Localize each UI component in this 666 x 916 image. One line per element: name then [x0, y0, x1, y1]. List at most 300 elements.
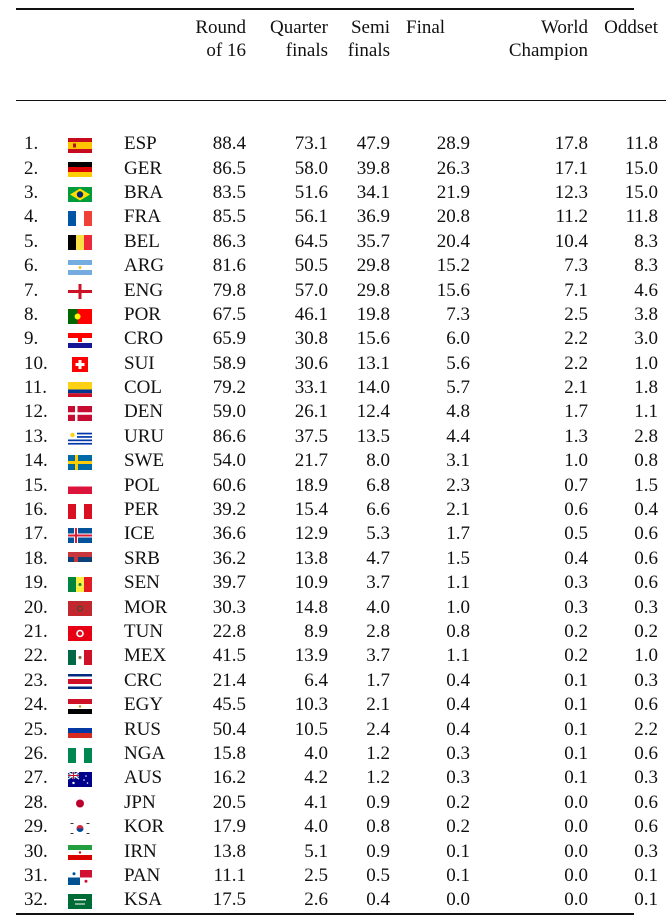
flag-cell	[70, 547, 124, 571]
round-of-16-value: 50.4	[212, 718, 246, 740]
table-row	[16, 156, 666, 180]
team-code: SUI	[124, 352, 155, 374]
flag-costa-rica-icon	[68, 672, 92, 687]
flag-cell	[70, 230, 124, 254]
round-of-16-value: 45.5	[212, 694, 246, 716]
table-row	[16, 571, 666, 595]
final-value: 6.0	[446, 328, 470, 350]
quarter-finals-value: 14.8	[294, 596, 328, 618]
round-of-16-value: 39.7	[212, 572, 246, 594]
team-code: AUS	[124, 767, 163, 789]
table-row	[16, 522, 666, 546]
world-champion-value: 0.1	[564, 694, 588, 716]
world-champion-value: 1.7	[564, 401, 588, 423]
flag-egypt-icon	[68, 697, 92, 712]
rank-cell: 14.	[24, 450, 48, 472]
oddset-value: 8.3	[634, 230, 658, 252]
world-champion-value: 17.1	[554, 157, 588, 179]
flag-cell	[70, 815, 124, 839]
rank-cell: 29.	[24, 816, 48, 838]
quarter-finals-value: 2.5	[304, 864, 328, 886]
semi-finals-value: 0.9	[366, 840, 390, 862]
quarter-finals-value: 30.6	[294, 352, 328, 374]
quarter-finals-value: 64.5	[294, 230, 328, 252]
flag-cell	[70, 864, 124, 888]
rank-cell: 10.	[24, 352, 48, 374]
flag-tunisia-icon	[68, 624, 92, 639]
world-champion-value: 0.1	[564, 742, 588, 764]
flag-cell	[70, 571, 124, 595]
flag-australia-icon	[68, 770, 92, 785]
final-value: 15.2	[436, 255, 470, 277]
oddset-value: 15.0	[624, 181, 658, 203]
team-code: SEN	[124, 572, 160, 594]
oddset-value: 1.5	[634, 474, 658, 496]
rank-cell: 21.	[24, 621, 48, 642]
flag-germany-icon	[68, 160, 92, 175]
flag-cell	[70, 425, 124, 449]
final-value: 0.0	[446, 889, 470, 911]
oddset-value: 15.0	[624, 157, 658, 179]
final-value: 1.7	[446, 523, 470, 545]
world-champion-value: 0.0	[564, 864, 588, 886]
flag-cell	[70, 327, 124, 351]
semi-finals-value: 14.0	[356, 377, 390, 399]
final-value: 0.4	[446, 694, 470, 716]
quarter-finals-value: 5.1	[304, 840, 328, 862]
semi-finals-value: 1.2	[366, 742, 390, 764]
flag-switzerland-icon	[68, 355, 92, 370]
table-row	[16, 766, 666, 790]
oddset-value: 0.8	[634, 450, 658, 472]
final-value: 1.1	[446, 572, 470, 594]
world-champion-value: 1.3	[564, 425, 588, 447]
team-code: COL	[124, 377, 162, 399]
final-value: 15.6	[436, 279, 470, 301]
flag-cell	[70, 400, 124, 424]
final-value: 2.1	[446, 499, 470, 521]
table-row	[16, 449, 666, 473]
semi-finals-value: 3.7	[366, 572, 390, 594]
round-of-16-value: 79.2	[212, 377, 246, 399]
table-row	[16, 693, 666, 717]
flag-morocco-icon	[68, 599, 92, 614]
world-champion-value: 2.2	[564, 328, 588, 350]
final-value: 21.9	[436, 181, 470, 203]
round-of-16-value: 17.5	[212, 889, 246, 911]
oddset-value: 0.3	[634, 596, 658, 618]
quarter-finals-value: 15.4	[294, 499, 328, 521]
rank-cell: 12.	[24, 401, 48, 423]
header-rule	[16, 100, 666, 101]
table-row	[16, 130, 666, 156]
oddset-value: 0.3	[634, 840, 658, 862]
final-value: 3.1	[446, 450, 470, 472]
final-value: 7.3	[446, 303, 470, 325]
semi-finals-value: 4.7	[366, 547, 390, 569]
team-code: RUS	[124, 718, 161, 740]
flag-spain-icon	[68, 136, 92, 151]
semi-finals-value: 15.6	[356, 328, 390, 350]
world-champion-value: 17.8	[554, 133, 588, 155]
quarter-finals-value: 26.1	[294, 401, 328, 423]
flag-denmark-icon	[68, 404, 92, 419]
table-row	[16, 181, 666, 205]
quarter-finals-value: 56.1	[294, 206, 328, 228]
rank-cell: 9.	[24, 328, 39, 350]
rank-cell: 22.	[24, 645, 48, 667]
quarter-finals-value: 58.0	[294, 157, 328, 179]
rank-cell: 11.	[24, 377, 48, 399]
round-of-16-value: 67.5	[212, 303, 246, 325]
flag-iceland-icon	[68, 526, 92, 541]
flag-cell	[70, 254, 124, 278]
team-code: CRO	[124, 328, 164, 350]
quarter-finals-value: 30.8	[294, 328, 328, 350]
oddset-value: 0.6	[634, 694, 658, 716]
flag-cell	[70, 644, 124, 668]
rank-cell: 16.	[24, 499, 48, 521]
flag-panama-icon	[68, 868, 92, 883]
header-final: Final	[406, 17, 446, 38]
quarter-finals-value: 4.1	[304, 791, 328, 813]
oddset-value: 3.0	[634, 328, 658, 350]
table-row	[16, 888, 666, 912]
quarter-finals-value: 12.9	[294, 523, 328, 545]
table-row	[16, 839, 666, 863]
semi-finals-value: 29.8	[356, 255, 390, 277]
world-champion-value: 0.4	[564, 547, 588, 569]
oddset-value: 1.0	[634, 352, 658, 374]
round-of-16-value: 54.0	[212, 450, 246, 472]
semi-finals-value: 2.1	[366, 694, 390, 716]
round-of-16-value: 81.6	[212, 255, 246, 277]
semi-finals-value: 19.8	[356, 303, 390, 325]
final-value: 0.1	[446, 864, 470, 886]
flag-cell	[70, 449, 124, 473]
world-champion-value: 0.2	[564, 621, 588, 642]
team-code: KSA	[124, 889, 163, 911]
semi-finals-value: 0.4	[366, 889, 390, 911]
round-of-16-value: 41.5	[212, 645, 246, 667]
round-of-16-value: 60.6	[212, 474, 246, 496]
team-code: MEX	[124, 645, 167, 667]
oddset-value: 8.3	[634, 255, 658, 277]
oddset-value: 2.8	[634, 425, 658, 447]
flag-belgium-icon	[68, 233, 92, 248]
rank-cell: 20.	[24, 596, 48, 618]
flag-cell	[70, 742, 124, 766]
world-champion-value: 0.1	[564, 718, 588, 740]
world-champion-value: 10.4	[554, 230, 588, 252]
round-of-16-value: 30.3	[212, 596, 246, 618]
flag-serbia-icon	[68, 550, 92, 565]
table-row	[16, 278, 666, 302]
table-row	[16, 327, 666, 351]
world-champion-value: 1.0	[564, 450, 588, 472]
team-code: PER	[124, 499, 159, 521]
flag-cell	[70, 522, 124, 546]
oddset-value: 11.8	[625, 133, 658, 155]
flag-colombia-icon	[68, 380, 92, 395]
flag-south-korea-icon	[68, 819, 92, 834]
team-code: IRN	[124, 840, 157, 862]
oddset-value: 0.6	[634, 523, 658, 545]
team-code: CRC	[124, 669, 163, 691]
oddset-value: 0.4	[634, 499, 658, 521]
team-code: MOR	[124, 596, 168, 618]
oddset-value: 0.2	[634, 621, 658, 642]
oddset-value: 11.8	[625, 206, 658, 228]
flag-france-icon	[68, 209, 92, 224]
oddset-value: 1.1	[634, 401, 658, 423]
quarter-finals-value: 37.5	[294, 425, 328, 447]
rank-cell: 1.	[24, 133, 39, 155]
flag-cell	[70, 791, 124, 815]
flag-poland-icon	[68, 477, 92, 492]
flag-sweden-icon	[68, 453, 92, 468]
round-of-16-value: 13.8	[212, 840, 246, 862]
header-world-champion: World Champion	[508, 17, 588, 61]
final-value: 0.2	[446, 816, 470, 838]
header-flag	[70, 10, 124, 70]
quarter-finals-value: 4.0	[304, 816, 328, 838]
quarter-finals-value: 13.8	[294, 547, 328, 569]
quarter-finals-value: 2.6	[304, 889, 328, 911]
header-rank	[16, 10, 70, 70]
quarter-finals-value: 4.2	[304, 767, 328, 789]
oddset-value: 3.8	[634, 303, 658, 325]
header-oddset: Oddset	[604, 17, 658, 38]
flag-peru-icon	[68, 502, 92, 517]
rank-cell: 19.	[24, 572, 48, 594]
team-code: POR	[124, 303, 161, 325]
probability-table	[16, 10, 666, 913]
semi-finals-value: 0.9	[366, 791, 390, 813]
round-of-16-value: 88.4	[212, 133, 246, 155]
rank-cell: 32.	[24, 889, 48, 911]
oddset-value: 0.1	[634, 889, 658, 911]
quarter-finals-value: 4.0	[304, 742, 328, 764]
table-row	[16, 669, 666, 693]
table-row	[16, 352, 666, 376]
flag-russia-icon	[68, 721, 92, 736]
flag-cell	[70, 839, 124, 863]
semi-finals-value: 0.5	[366, 864, 390, 886]
quarter-finals-value: 50.5	[294, 255, 328, 277]
world-champion-value: 0.2	[564, 645, 588, 667]
flag-cell	[70, 766, 124, 790]
final-value: 1.0	[446, 596, 470, 618]
round-of-16-value: 65.9	[212, 328, 246, 350]
final-value: 28.9	[436, 133, 470, 155]
flag-cell	[70, 620, 124, 644]
flag-cell	[70, 473, 124, 497]
quarter-finals-value: 10.3	[294, 694, 328, 716]
round-of-16-value: 86.6	[212, 425, 246, 447]
round-of-16-value: 85.5	[212, 206, 246, 228]
world-champion-value: 2.5	[564, 303, 588, 325]
quarter-finals-value: 73.1	[294, 133, 328, 155]
final-value: 5.7	[446, 377, 470, 399]
semi-finals-value: 2.8	[366, 621, 390, 642]
flag-argentina-icon	[68, 258, 92, 273]
world-champion-value: 12.3	[554, 181, 588, 203]
rank-cell: 25.	[24, 718, 48, 740]
world-champion-value: 0.0	[564, 791, 588, 813]
rank-cell: 30.	[24, 840, 48, 862]
table-row	[16, 620, 666, 644]
oddset-value: 0.3	[634, 767, 658, 789]
table-row	[16, 717, 666, 741]
quarter-finals-value: 57.0	[294, 279, 328, 301]
round-of-16-value: 86.3	[212, 230, 246, 252]
quarter-finals-value: 13.9	[294, 645, 328, 667]
semi-finals-value: 8.0	[366, 450, 390, 472]
table-row	[16, 815, 666, 839]
rank-cell: 2.	[24, 157, 39, 179]
rank-cell: 23.	[24, 669, 48, 691]
semi-finals-value: 4.0	[366, 596, 390, 618]
world-champion-value: 0.0	[564, 840, 588, 862]
flag-cell	[70, 278, 124, 302]
final-value: 0.2	[446, 791, 470, 813]
semi-finals-value: 36.9	[356, 206, 390, 228]
round-of-16-value: 83.5	[212, 181, 246, 203]
semi-finals-value: 3.7	[366, 645, 390, 667]
flag-england-icon	[68, 282, 92, 297]
round-of-16-value: 17.9	[212, 816, 246, 838]
final-value: 0.4	[446, 718, 470, 740]
final-value: 5.6	[446, 352, 470, 374]
semi-finals-value: 35.7	[356, 230, 390, 252]
flag-cell	[70, 717, 124, 741]
flag-cell	[70, 595, 124, 619]
final-value: 0.1	[446, 840, 470, 862]
table-row	[16, 595, 666, 619]
world-champion-value: 0.7	[564, 474, 588, 496]
rank-cell: 31.	[24, 864, 48, 886]
final-value: 0.4	[446, 669, 470, 691]
semi-finals-value: 13.5	[356, 425, 390, 447]
oddset-value: 2.2	[634, 718, 658, 740]
flag-uruguay-icon	[68, 429, 92, 444]
flag-mexico-icon	[68, 648, 92, 663]
table-row	[16, 473, 666, 497]
team-code: URU	[124, 425, 165, 447]
quarter-finals-value: 51.6	[294, 181, 328, 203]
table-row	[16, 254, 666, 278]
rank-cell: 4.	[24, 206, 39, 228]
flag-saudi-arabia-icon	[68, 892, 92, 907]
world-champion-value: 0.0	[564, 889, 588, 911]
final-value: 1.1	[446, 645, 470, 667]
team-code: DEN	[124, 401, 164, 423]
team-code: NGA	[124, 742, 166, 764]
table-row	[16, 205, 666, 229]
flag-senegal-icon	[68, 575, 92, 590]
flag-cell	[70, 669, 124, 693]
final-value: 0.3	[446, 742, 470, 764]
final-value: 1.5	[446, 547, 470, 569]
team-code: GER	[124, 157, 162, 179]
rank-cell: 7.	[24, 279, 39, 301]
semi-finals-value: 5.3	[366, 523, 390, 545]
world-champion-value: 2.1	[564, 377, 588, 399]
oddset-value: 0.3	[634, 669, 658, 691]
team-code: BRA	[124, 181, 164, 203]
world-champion-value: 11.2	[555, 206, 588, 228]
flag-cell	[70, 693, 124, 717]
round-of-16-value: 59.0	[212, 401, 246, 423]
world-champion-value: 0.3	[564, 572, 588, 594]
team-code: ICE	[124, 523, 155, 545]
rank-cell: 17.	[24, 523, 48, 545]
final-value: 20.4	[436, 230, 470, 252]
table-row	[16, 303, 666, 327]
oddset-value: 0.6	[634, 742, 658, 764]
rank-cell: 6.	[24, 255, 39, 277]
rank-cell: 15.	[24, 474, 48, 496]
world-champion-value: 2.2	[564, 352, 588, 374]
quarter-finals-value: 10.5	[294, 718, 328, 740]
rank-cell: 13.	[24, 425, 48, 447]
oddset-value: 0.6	[634, 547, 658, 569]
table-row	[16, 498, 666, 522]
quarter-finals-value: 33.1	[294, 377, 328, 399]
table-row	[16, 230, 666, 254]
quarter-finals-value: 10.9	[294, 572, 328, 594]
team-code: EGY	[124, 694, 164, 716]
semi-finals-value: 6.8	[366, 474, 390, 496]
semi-finals-value: 0.8	[366, 816, 390, 838]
final-value: 2.3	[446, 474, 470, 496]
round-of-16-value: 36.2	[212, 547, 246, 569]
quarter-finals-value: 18.9	[294, 474, 328, 496]
world-champion-value: 7.1	[564, 279, 588, 301]
flag-croatia-icon	[68, 331, 92, 346]
semi-finals-value: 1.7	[366, 669, 390, 691]
header-quarter-finals: Quarter finals	[269, 17, 328, 61]
round-of-16-value: 16.2	[212, 767, 246, 789]
table-row	[16, 864, 666, 888]
flag-cell	[70, 181, 124, 205]
rank-cell: 8.	[24, 303, 39, 325]
flag-cell	[70, 156, 124, 180]
quarter-finals-value: 21.7	[294, 450, 328, 472]
table-row	[16, 425, 666, 449]
flag-nigeria-icon	[68, 746, 92, 761]
team-code: TUN	[124, 621, 164, 642]
world-champion-value: 0.3	[564, 596, 588, 618]
bottom-rule	[16, 913, 634, 915]
rank-cell: 5.	[24, 230, 39, 252]
round-of-16-value: 11.1	[213, 864, 246, 886]
world-champion-value: 0.5	[564, 523, 588, 545]
final-value: 0.8	[446, 621, 470, 642]
quarter-finals-value: 6.4	[304, 669, 328, 691]
oddset-value: 0.6	[634, 791, 658, 813]
final-value: 4.4	[446, 425, 470, 447]
semi-finals-value: 12.4	[356, 401, 390, 423]
quarter-finals-value: 8.9	[304, 621, 328, 642]
round-of-16-value: 20.5	[212, 791, 246, 813]
rank-cell: 28.	[24, 791, 48, 813]
team-code: ESP	[124, 133, 157, 155]
rank-cell: 18.	[24, 547, 48, 569]
team-code: JPN	[124, 791, 156, 813]
semi-finals-value: 1.2	[366, 767, 390, 789]
